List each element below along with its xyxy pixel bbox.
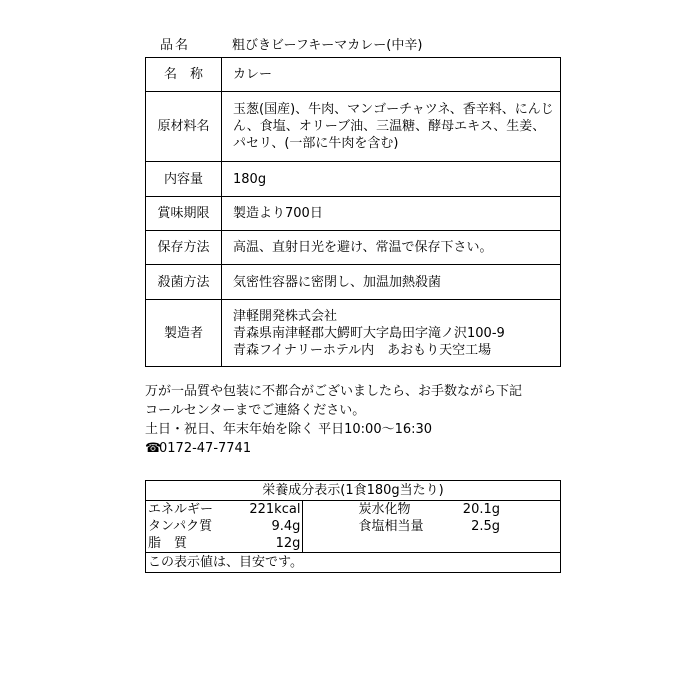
phone-icon: ☎ xyxy=(145,441,162,456)
nutrient-value xyxy=(463,535,561,553)
spec-row-sterilization xyxy=(146,265,561,300)
nutrition-row xyxy=(146,518,561,535)
spec-row-storage xyxy=(146,231,561,265)
spec-value: 製造より700日 xyxy=(222,197,561,231)
spec-key: 保存方法 xyxy=(146,231,222,265)
spec-value: 180g xyxy=(222,162,561,197)
spec-value: カレー xyxy=(222,58,561,92)
contact-info xyxy=(145,382,565,458)
nutrient-label: エネルギー xyxy=(146,501,233,519)
manufacturer-company: 津軽開発株式会社 xyxy=(233,308,338,324)
nutrient-value: 9.4g xyxy=(233,518,303,535)
nutrition-table xyxy=(145,480,561,573)
nutrition-row xyxy=(146,535,561,553)
product-name-label: 品名 xyxy=(160,38,191,53)
contact-line-1: 万が一品質や包装に不都合がございましたら、お手数ながら下記 xyxy=(145,384,523,399)
spec-table xyxy=(145,57,561,367)
contact-phone xyxy=(145,439,565,458)
spec-row-ingredients xyxy=(146,92,561,162)
spec-key: 殺菌方法 xyxy=(146,265,222,300)
spec-row-manufacturer xyxy=(146,300,561,367)
nutrition-title: 栄養成分表示(1食180g当たり) xyxy=(146,481,561,501)
nutrient-label xyxy=(303,535,463,553)
nutrient-label: 食塩相当量 xyxy=(358,519,424,534)
nutrient-value: 221kcal xyxy=(233,501,303,519)
nutrient-label: 脂 質 xyxy=(146,535,233,553)
spec-value: 気密性容器に密閉し、加温加熱殺菌 xyxy=(222,265,561,300)
spec-key: 原材料名 xyxy=(146,92,222,162)
nutrition-title-row xyxy=(146,481,561,501)
spec-row-expiry xyxy=(146,197,561,231)
spec-key: 賞味期限 xyxy=(146,197,222,231)
spec-key: 名 称 xyxy=(146,58,222,92)
spec-key: 内容量 xyxy=(146,162,222,197)
nutrient-value: 2.5g xyxy=(463,518,561,535)
product-name-value: 粗びきビーフキーマカレー(中辛) xyxy=(232,38,423,53)
spec-value: 高温、直射日光を避け、常温で保存下さい。 xyxy=(222,231,561,265)
spec-value xyxy=(222,300,561,367)
manufacturer-address: 青森県南津軽郡大鰐町大字島田字滝ノ沢100-9 xyxy=(233,325,505,341)
contact-hours: 土日・祝日、年末年始を除く 平日10:00～16:30 xyxy=(145,422,433,437)
manufacturer-factory: 青森フイナリーホテル内 あおもり天空工場 xyxy=(233,342,492,358)
product-name-header xyxy=(160,36,560,56)
nutrient-value: 12g xyxy=(233,535,303,553)
contact-line-2: コールセンターまでご連絡ください。 xyxy=(145,403,366,418)
nutrient-value: 20.1g xyxy=(463,501,561,519)
nutrition-row xyxy=(146,501,561,519)
nutrient-label: 炭水化物 xyxy=(358,502,411,517)
nutrition-footnote: この表示値は、目安です。 xyxy=(146,553,561,573)
nutrition-footnote-row xyxy=(146,553,561,573)
spec-row-name xyxy=(146,58,561,92)
spec-key: 製造者 xyxy=(146,300,222,367)
spec-row-content xyxy=(146,162,561,197)
nutrient-label: タンパク質 xyxy=(146,518,233,535)
spec-value: 玉葱(国産)、牛肉、マンゴーチャツネ、香辛料、にんじん、食塩、オリーブ油、三温糖、酵母エキス、生姜、パセリ、(一部に牛肉を含む) xyxy=(222,92,561,162)
phone-number: 0172-47-7741 xyxy=(159,441,252,456)
